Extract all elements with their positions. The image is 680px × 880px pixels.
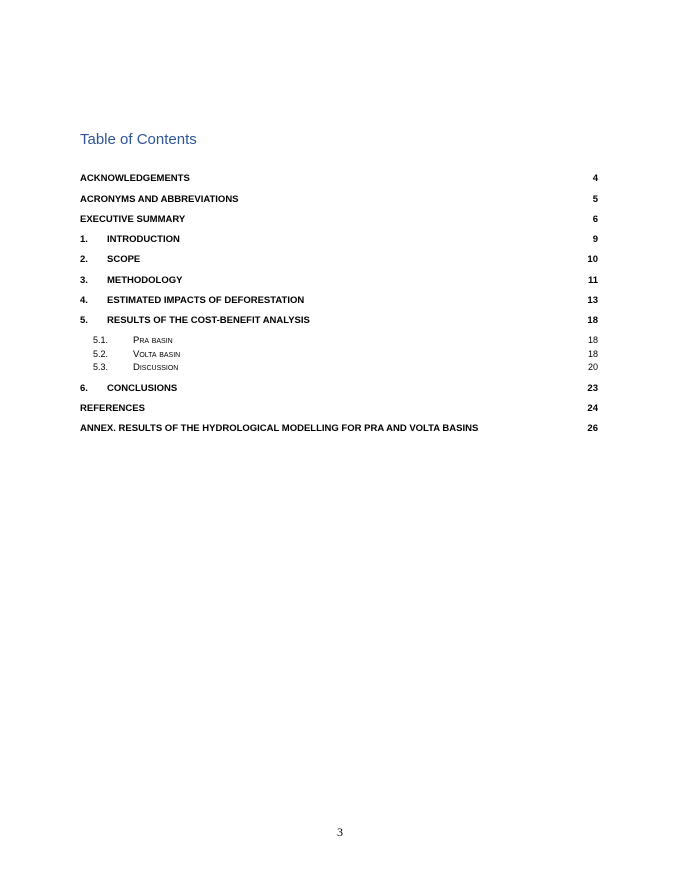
- toc-subentry-number: 5.3.: [93, 362, 109, 372]
- toc-subentry-pra-basin[interactable]: [93, 334, 598, 347]
- toc-entry-page: 23: [587, 383, 598, 394]
- toc-entry-number: 3.: [80, 275, 88, 286]
- toc-subentry-page: 20: [587, 362, 598, 372]
- toc-entry-conclusions[interactable]: [80, 382, 598, 396]
- toc-subentry-number: 5.2.: [93, 349, 109, 359]
- toc-entry-page: 18: [587, 315, 598, 326]
- toc-entry-title: CONCLUSIONS: [107, 383, 178, 394]
- toc-entry-title: ANNEX. RESULTS OF THE HYDROLOGICAL MODELLING FOR PRA AND VOLTA BASINS: [80, 423, 479, 434]
- toc-entry-page: 6: [592, 214, 598, 225]
- toc-entry-page: 13: [587, 295, 598, 306]
- toc-entry-title: RESULTS OF THE COST-BENEFIT ANALYSIS: [107, 315, 310, 326]
- toc-subentry-title: Volta basin: [133, 349, 181, 360]
- toc-subentry-page: 18: [587, 335, 598, 345]
- toc-entry-page: 11: [587, 275, 598, 286]
- toc-entry-estimated-impacts[interactable]: [80, 294, 598, 308]
- toc-entry-page: 24: [587, 403, 598, 414]
- toc-entry-title: ACKNOWLEDGEMENTS: [80, 173, 190, 184]
- toc-entry-title: SCOPE: [107, 254, 141, 265]
- toc-subentry-title: Pra basin: [133, 335, 173, 346]
- toc-subentry-volta-basin[interactable]: [93, 348, 598, 361]
- toc-entry-acronyms[interactable]: [80, 193, 598, 207]
- toc-entry-title: METHODOLOGY: [107, 275, 183, 286]
- toc-entry-number: 4.: [80, 295, 88, 306]
- page-number: 3: [337, 825, 343, 839]
- toc-entry-acknowledgements[interactable]: [80, 172, 598, 186]
- toc-entry-scope[interactable]: [80, 253, 598, 267]
- toc-entry-number: 2.: [80, 254, 88, 265]
- toc-subentry-title: Discussion: [133, 362, 179, 373]
- toc-entry-title: INTRODUCTION: [107, 234, 180, 245]
- toc-entry-introduction[interactable]: [80, 233, 598, 247]
- toc-entry-title: ESTIMATED IMPACTS OF DEFORESTATION: [107, 295, 305, 306]
- toc-entry-number: 1.: [80, 234, 88, 245]
- toc-subentry-number: 5.1.: [93, 335, 109, 345]
- toc-entry-page: 10: [587, 254, 598, 265]
- toc-entry-number: 6.: [80, 383, 88, 394]
- toc-entry-page: 9: [592, 234, 598, 245]
- toc-entry-number: 5.: [80, 315, 88, 326]
- toc-entry-references[interactable]: [80, 402, 598, 416]
- toc-entry-page: 26: [587, 423, 598, 434]
- toc-entry-title: REFERENCES: [80, 403, 145, 414]
- toc-subentry-discussion[interactable]: [93, 361, 598, 374]
- toc-entry-results-cba[interactable]: [80, 314, 598, 328]
- toc-entry-methodology[interactable]: [80, 274, 598, 288]
- toc-entry-page: 4: [592, 173, 598, 184]
- toc-entry-page: 5: [592, 194, 598, 205]
- toc-subentry-page: 18: [587, 349, 598, 359]
- toc-entry-executive-summary[interactable]: [80, 213, 598, 227]
- toc-entry-title: EXECUTIVE SUMMARY: [80, 214, 186, 225]
- toc-entry-annex[interactable]: [80, 422, 598, 436]
- toc-heading: Table of Contents: [80, 131, 197, 148]
- toc-entry-title: ACRONYMS AND ABBREVIATIONS: [80, 194, 239, 205]
